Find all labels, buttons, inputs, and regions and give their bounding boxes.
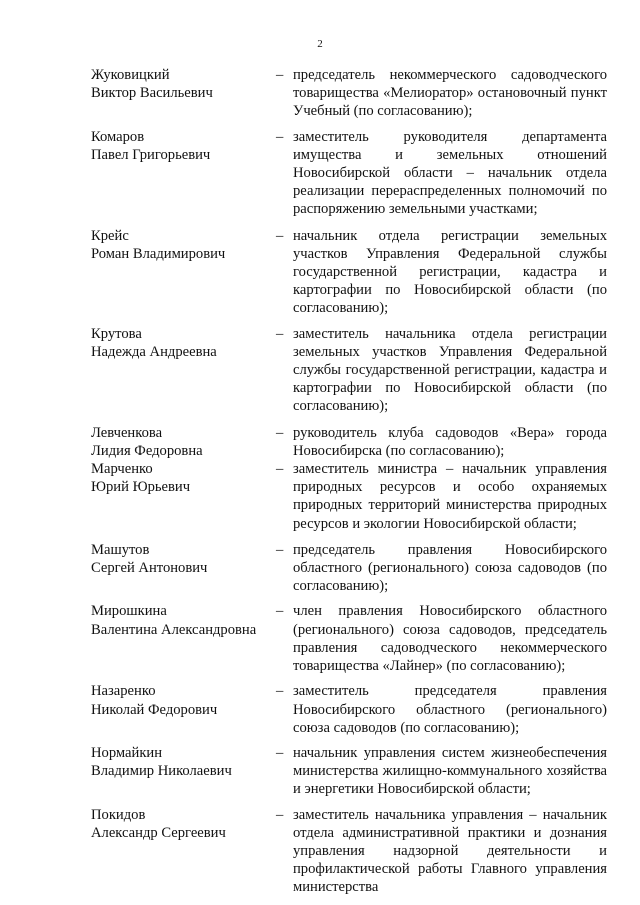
member-dash: – [276,744,284,761]
member-given-names: Лидия Федоровна [91,442,203,459]
member-row [91,66,607,121]
member-row [91,541,607,596]
member-position: заместитель начальника отдела регистрации земельных участков Управления Федеральной службы государственной регистрации, кадастра и картографии по Новосибирской области (по согласованию); [293,325,607,415]
member-surname: Мирошкина [91,603,167,620]
member-dash: – [276,683,284,700]
member-row [91,602,607,675]
member-row [91,744,607,799]
member-surname: Назаренко [91,683,156,700]
member-name [91,602,276,638]
member-given-names: Роман Владимирович [91,245,226,262]
member-name [91,460,276,496]
member-row [91,227,607,318]
member-position: руководитель клуба садоводов «Вера» города Новосибирска (по согласованию); [293,424,607,459]
member-surname: Левченкова [91,424,163,441]
member-position: председатель некоммерческого садоводческого товарищества «Мелиоратор» остановочный пункт Учебный (по согласованию); [293,67,607,120]
member-row [91,325,607,416]
member-dash: – [276,424,284,441]
member-position: начальник управления систем жизнеобеспечения министерства жилищно-коммунального хозяйства и энергетики Новосибирской области; [293,744,607,798]
member-given-names: Владимир Николаевич [91,763,232,780]
member-name [91,66,276,102]
member-position: заместитель руководителя департамента имущества и земельных отношений Новосибирской области – начальник отдела реализации перераспределенных полномочий по распоряжению земельными участками; [293,128,607,218]
member-row [91,128,607,219]
member-given-names: Павел Григорьевич [91,146,211,163]
member-position: член правления Новосибирского областного (регионального) союза садоводов, председатель правления садоводческого некоммерческого товарищества «Лайнер» (по согласованию); [293,603,607,675]
member-surname: Крейс [91,227,129,244]
member-dash: – [276,806,284,823]
member-given-names: Надежда Андреевна [91,343,217,360]
member-given-names: Сергей Антонович [91,560,208,577]
member-position: начальник отдела регистрации земельных участков Управления Федеральной службы государственной регистрации, кадастра и картографии по Новосибирской области (по согласованию); [293,227,607,317]
member-surname: Комаров [91,128,145,145]
page-number: 2 [317,38,323,50]
members-list [91,66,607,897]
member-dash: – [276,67,284,83]
member-given-names: Юрий Юрьевич [91,479,191,496]
member-given-names: Виктор Васильевич [91,85,213,102]
member-name [91,744,276,780]
member-surname: Покидов [91,806,146,823]
member-dash: – [276,128,284,145]
member-row [91,806,607,897]
member-dash: – [276,461,284,478]
member-position: заместитель председателя правления Новосибирского областного (регионального) союза садоводов (по согласованию); [293,683,607,736]
member-row [91,460,607,533]
member-surname: Машутов [91,541,150,558]
member-row [91,424,607,460]
member-dash: – [276,603,284,620]
member-given-names: Николай Федорович [91,701,218,718]
member-position: заместитель министра – начальник управления природных ресурсов и особо охраняемых природных территорий министерства природных ресурсов и экологии Новосибирской области; [293,461,607,532]
member-given-names: Валентина Александровна [91,621,257,638]
member-dash: – [276,227,284,244]
member-name [91,541,276,577]
member-dash: – [276,325,284,342]
member-name [91,424,276,460]
member-name [91,227,276,263]
member-name [91,682,276,718]
member-surname: Жуковицкий [91,67,170,83]
member-surname: Крутова [91,325,142,342]
member-surname: Марченко [91,461,153,478]
member-surname: Нормайкин [91,744,163,761]
member-dash: – [276,541,284,558]
member-position: заместитель начальника управления – начальник отдела административной практики и дознания управления надзорной деятельности и профилактической работы Главного управления министерства [293,806,607,896]
member-given-names: Александр Сергеевич [91,824,226,841]
member-name [91,128,276,164]
member-name [91,806,276,842]
member-row [91,682,607,737]
member-name [91,325,276,361]
member-position: председатель правления Новосибирского областного (регионального) союза садоводов (по согласованию); [293,541,607,595]
